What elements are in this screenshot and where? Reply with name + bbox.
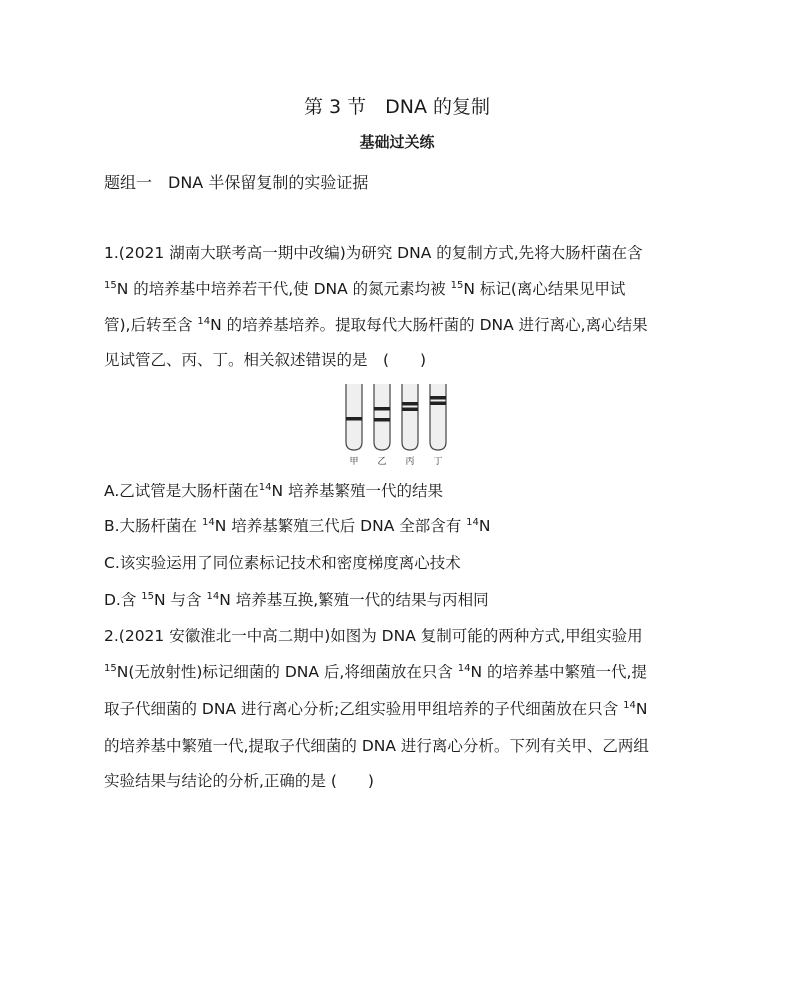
page-title: 第 3 节 DNA 的复制	[303, 96, 491, 118]
tube-label: 乙	[377, 457, 387, 467]
tube-ding	[430, 384, 446, 450]
q1-option-d: D.含 $^{15}$N 与含 $^{14}$N 培养基互换,繁殖一代的结果与丙相同	[104, 591, 489, 609]
section-heading: 题组一 DNA 半保留复制的实验证据	[104, 173, 369, 192]
dna-band	[374, 418, 390, 422]
q2-line-1: 2.(2021 安徽淮北一中高二期中)如图为 DNA 复制可能的两种方式,甲组实验用	[104, 627, 643, 645]
test-tube-figure	[338, 380, 456, 470]
dna-band	[402, 408, 418, 412]
q1-line-3: 管),后转至含 $^{14}$N 的培养基培养。提取每代大肠杆菌的 DNA 进行离心,离心结果	[104, 316, 648, 334]
page-subtitle: 基础过关练	[359, 133, 435, 151]
tube-yi	[374, 384, 390, 450]
dna-band	[374, 407, 390, 411]
tube-label: 甲	[349, 457, 359, 467]
q1-line-2: $^{15}$N 的培养基中培养若干代,使 DNA 的氮元素均被 $^{15}$N 标记(离心结果见甲试	[104, 280, 626, 298]
q1-option-b: B.大肠杆菌在 $^{14}$N 培养基繁殖三代后 DNA 全部含有 $^{14}$N	[104, 517, 491, 535]
q1-line-1: 1.(2021 湖南大联考高一期中改编)为研究 DNA 的复制方式,先将大肠杆菌在含	[104, 244, 643, 262]
dna-band	[346, 417, 362, 421]
q1-line-4: 见试管乙、丙、丁。相关叙述错误的是 ( )	[104, 351, 427, 369]
tube-jia	[346, 384, 362, 450]
q2-line-2: $^{15}$N(无放射性)标记细菌的 DNA 后,将细菌放在只含 $^{14}$N 的培养基中繁殖一代,提	[104, 663, 647, 681]
dna-band	[430, 402, 446, 406]
dna-band	[430, 396, 446, 400]
q1-option-a: A.乙试管是大肠杆菌在$^{14}$N 培养基繁殖一代的结果	[104, 482, 444, 500]
q2-line-3: 取子代细菌的 DNA 进行离心分析;乙组实验用甲组培养的子代细菌放在只含 $^{14}$N	[104, 700, 648, 718]
tube-bing	[402, 384, 418, 450]
q1-option-c: C.该实验运用了同位素标记技术和密度梯度离心技术	[104, 554, 461, 572]
q2-line-4: 的培养基中繁殖一代,提取子代细菌的 DNA 进行离心分析。下列有关甲、乙两组	[104, 737, 649, 755]
dna-band	[402, 402, 418, 406]
tube-label: 丙	[405, 457, 415, 467]
q2-line-5: 实验结果与结论的分析,正确的是 ( )	[104, 772, 374, 790]
tube-label: 丁	[433, 457, 443, 467]
